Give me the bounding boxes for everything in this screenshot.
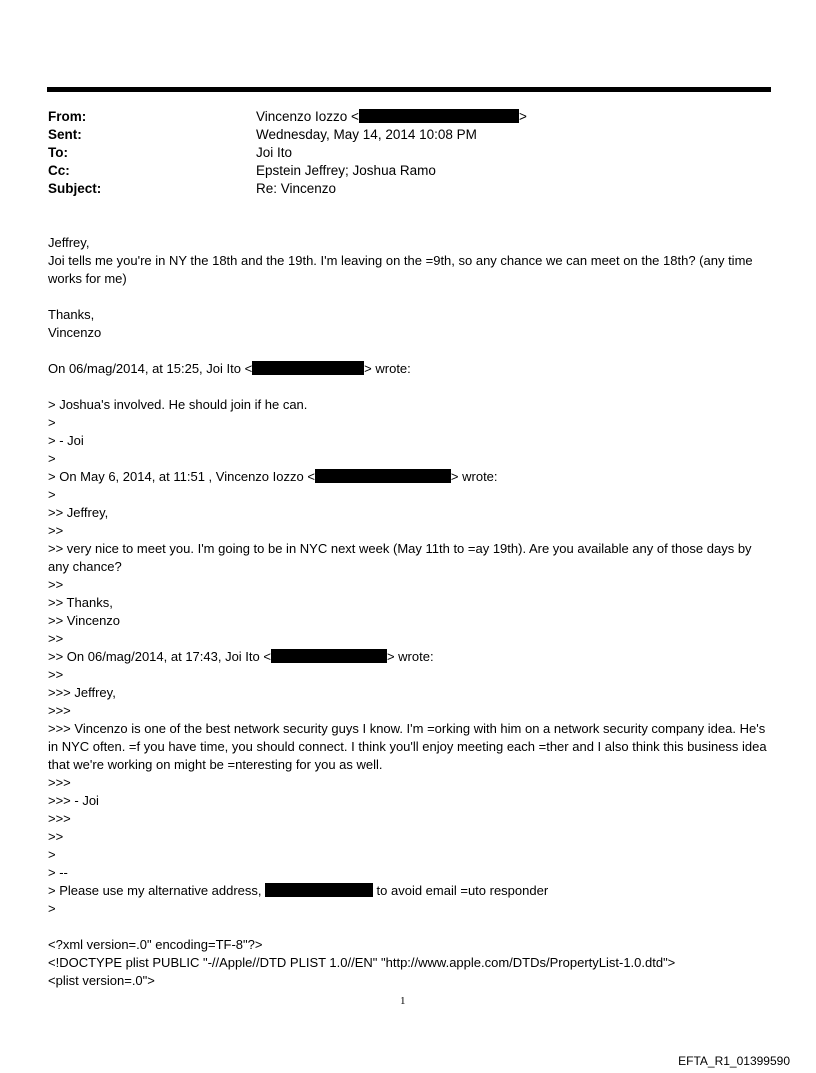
thanks-line: Thanks,	[48, 307, 95, 322]
sent-label: Sent:	[48, 127, 82, 142]
quoted-header-text: > On May 6, 2014, at 11:51 , Vincenzo Iozzo <	[48, 469, 315, 484]
quoted-header-after: > wrote:	[386, 649, 434, 664]
subject-value: Re: Vincenzo	[256, 181, 337, 196]
redaction-bar	[271, 649, 387, 663]
quoted-line: >>	[48, 577, 64, 592]
quoted-text: > Please use my alternative address,	[48, 883, 262, 898]
quoted-line: >	[48, 847, 56, 862]
quoted-line: > --	[48, 865, 68, 880]
from-after: >	[518, 109, 527, 124]
quoted-line: >	[48, 415, 56, 430]
greeting: Jeffrey,	[48, 235, 90, 250]
redaction-bar	[315, 469, 451, 483]
quoted-line: >>> - Joi	[48, 793, 99, 808]
quoted-line: >> Vincenzo	[48, 613, 121, 628]
xml-line: <!DOCTYPE plist PUBLIC "-//Apple//DTD PLIST 1.0//EN" "http://www.apple.com/DTDs/PropertyList-1.0.dtd">	[48, 955, 676, 970]
quoted-line	[48, 882, 772, 900]
redaction-bar	[252, 361, 364, 375]
quoted-text-after: to avoid email =uto responder	[376, 883, 549, 898]
quoted-line: >>	[48, 523, 64, 538]
subject-label: Subject:	[48, 181, 102, 196]
to-value: Joi Ito	[256, 145, 293, 160]
xml-line: <plist version=.0">	[48, 973, 155, 988]
quoted-line: >>	[48, 829, 64, 844]
quoted-paragraph: >> very nice to meet you. I'm going to be in NYC next week (May 11th to =ay 19th). Are you available any of those days by any chance?	[48, 541, 752, 574]
cc-label: Cc:	[48, 163, 70, 178]
email-body	[48, 234, 772, 990]
quoted-line: >	[48, 901, 56, 916]
to-label: To:	[48, 145, 68, 160]
quote-header-text: On 06/mag/2014, at 15:25, Joi Ito <	[48, 361, 253, 376]
redaction-bar	[359, 109, 519, 123]
quoted-line: >>>	[48, 775, 71, 790]
quoted-line: > Joshua's involved. He should join if he can.	[48, 397, 308, 412]
signature-line: Vincenzo	[48, 325, 102, 340]
quoted-line: >>	[48, 667, 64, 682]
page-number: 1	[400, 995, 406, 1007]
body-paragraph: Joi tells me you're in NY the 18th and the 19th. I'm leaving on the =9th, so any chance we can meet on the 18th? (any time works for me)	[48, 253, 753, 286]
quoted-line: > - Joi	[48, 433, 84, 448]
sent-value: Wednesday, May 14, 2014 10:08 PM	[256, 127, 477, 142]
quoted-header-text: >> On 06/mag/2014, at 17:43, Joi Ito <	[48, 649, 271, 664]
document-id: EFTA_R1_01399590	[678, 1054, 790, 1068]
quoted-line: >	[48, 487, 56, 502]
cc-value: Epstein Jeffrey; Joshua Ramo	[256, 163, 436, 178]
quoted-header-line	[48, 468, 772, 486]
from-value	[256, 108, 527, 126]
quoted-line: >>	[48, 631, 64, 646]
header-rule	[47, 87, 771, 92]
quoted-line: >> Thanks,	[48, 595, 113, 610]
quoted-line: >>> Jeffrey,	[48, 685, 116, 700]
quoted-line: >>>	[48, 703, 71, 718]
from-label: From:	[48, 109, 87, 124]
quoted-header-line	[48, 648, 772, 666]
quoted-header-after: > wrote:	[450, 469, 498, 484]
quoted-line: >	[48, 451, 56, 466]
quoted-line: >> Jeffrey,	[48, 505, 109, 520]
quote-header-after: > wrote:	[364, 361, 411, 376]
redaction-bar	[265, 883, 373, 897]
quoted-line: >>>	[48, 811, 71, 826]
xml-line: <?xml version=.0" encoding=TF-8"?>	[48, 937, 263, 952]
quote-header	[48, 360, 772, 378]
quoted-paragraph: >>> Vincenzo is one of the best network security guys I know. I'm =orking with him on a network security company idea. He's in NYC often. =f you have time, you should connect. I think you'll enjoy meeting each =ther and I also think this business idea that we're working on might be =nteresting for you as well.	[48, 721, 767, 772]
from-name: Vincenzo Iozzo <	[256, 109, 359, 124]
